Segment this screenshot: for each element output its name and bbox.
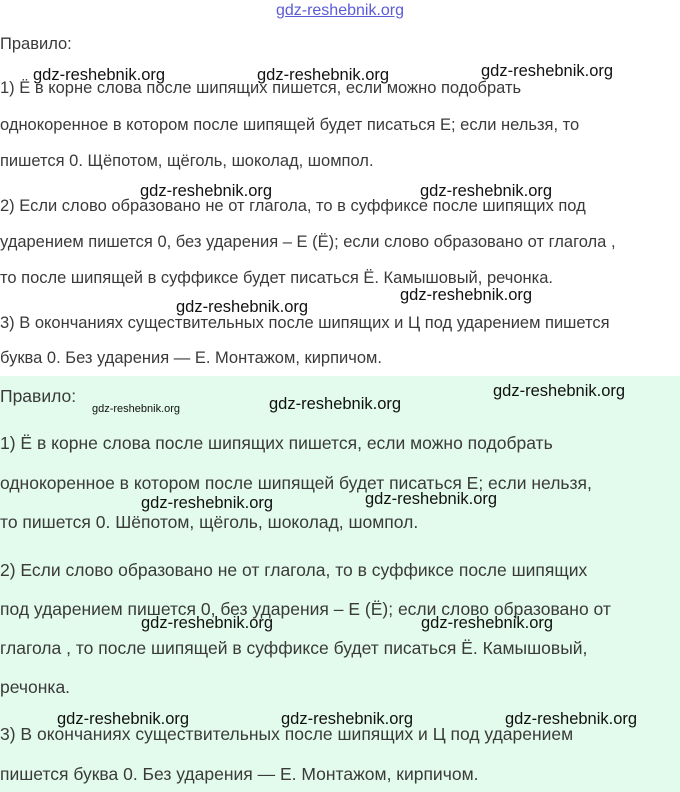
rule-text-line: буква 0. Без ударения — Е. Монтажом, кирпичом. (0, 349, 382, 367)
rule-text-line: то пишется 0. Шёпотом, щёголь, шоколад, шомпол. (0, 512, 419, 532)
rule-text-line: однокоренное в котором после шипящей будет писаться Е; если нельзя, (0, 473, 592, 493)
watermark-text: gdz-reshebnik.org (269, 395, 402, 413)
rule-text-line: глагола , то после шипящей в суффиксе будет писаться Ё. Камышовый, (0, 638, 588, 658)
watermark-text: gdz-reshebnik.org (421, 614, 554, 632)
rule-text-line: 2) Если слово образовано не от глагола, то в суффиксе после шипящих под (0, 197, 586, 215)
rule-text-line: ударением пишется 0, без ударения – Е (Ё); если слово образовано от глагола , (0, 233, 616, 251)
site-link[interactable]: gdz-reshebnik.org (275, 2, 405, 19)
watermark-text: gdz-reshebnik.org (365, 490, 498, 508)
rule-text-line: 3) В окончаниях существительных после шипящих и Ц под ударением (0, 724, 574, 744)
rule-text-line: пишется буква 0. Без ударения — Е. Монтажом, кирпичом. (0, 764, 479, 784)
watermark-text: gdz-reshebnik.org (505, 710, 638, 728)
rule-text-line: то после шипящей в суффиксе будет писаться Ё. Камышовый, речонка. (0, 269, 553, 287)
rule-text-line: речонка. (0, 677, 71, 697)
watermark-text: gdz-reshebnik.org (257, 66, 390, 84)
watermark-text: gdz-reshebnik.org (140, 182, 273, 200)
watermark-text: gdz-reshebnik.org (176, 298, 309, 316)
watermark-text: gdz-reshebnik.org (481, 62, 614, 80)
rule-text-line: 1) Ё в корне слова после шипящих пишется, если можно подобрать (0, 79, 522, 97)
watermark-text: gdz-reshebnik.org (57, 710, 190, 728)
rule-text-line: под ударением пишется 0, без ударения – Е (Ё); если слово образовано от (0, 599, 611, 619)
watermark-text: gdz-reshebnik.org (92, 403, 181, 415)
rule-section-2 (0, 376, 680, 792)
watermark-text: gdz-reshebnik.org (281, 710, 414, 728)
rule-heading: Правило: (0, 386, 77, 406)
rule-text-line: 3) В окончаниях существительных после шипящих и Ц под ударением пишется (0, 314, 610, 332)
watermark-text: gdz-reshebnik.org (33, 66, 166, 84)
rule-text-line: 2) Если слово образовано не от глагола, то в суффиксе после шипящих (0, 560, 588, 580)
rule-heading: Правило: (0, 35, 72, 53)
watermark-text: gdz-reshebnik.org (400, 286, 533, 304)
watermark-text: gdz-reshebnik.org (141, 494, 274, 512)
watermark-text: gdz-reshebnik.org (420, 182, 553, 200)
watermark-text: gdz-reshebnik.org (141, 614, 274, 632)
rule-text-line: 1) Ё в корне слова после шипящих пишется, если можно подобрать (0, 433, 553, 453)
rule-text-line: пишется 0. Щёпотом, щёголь, шоколад, шомпол. (0, 152, 374, 170)
watermark-text: gdz-reshebnik.org (493, 382, 626, 400)
rule-text-line: однокоренное в котором после шипящей будет писаться Е; если нельзя, то (0, 116, 580, 134)
